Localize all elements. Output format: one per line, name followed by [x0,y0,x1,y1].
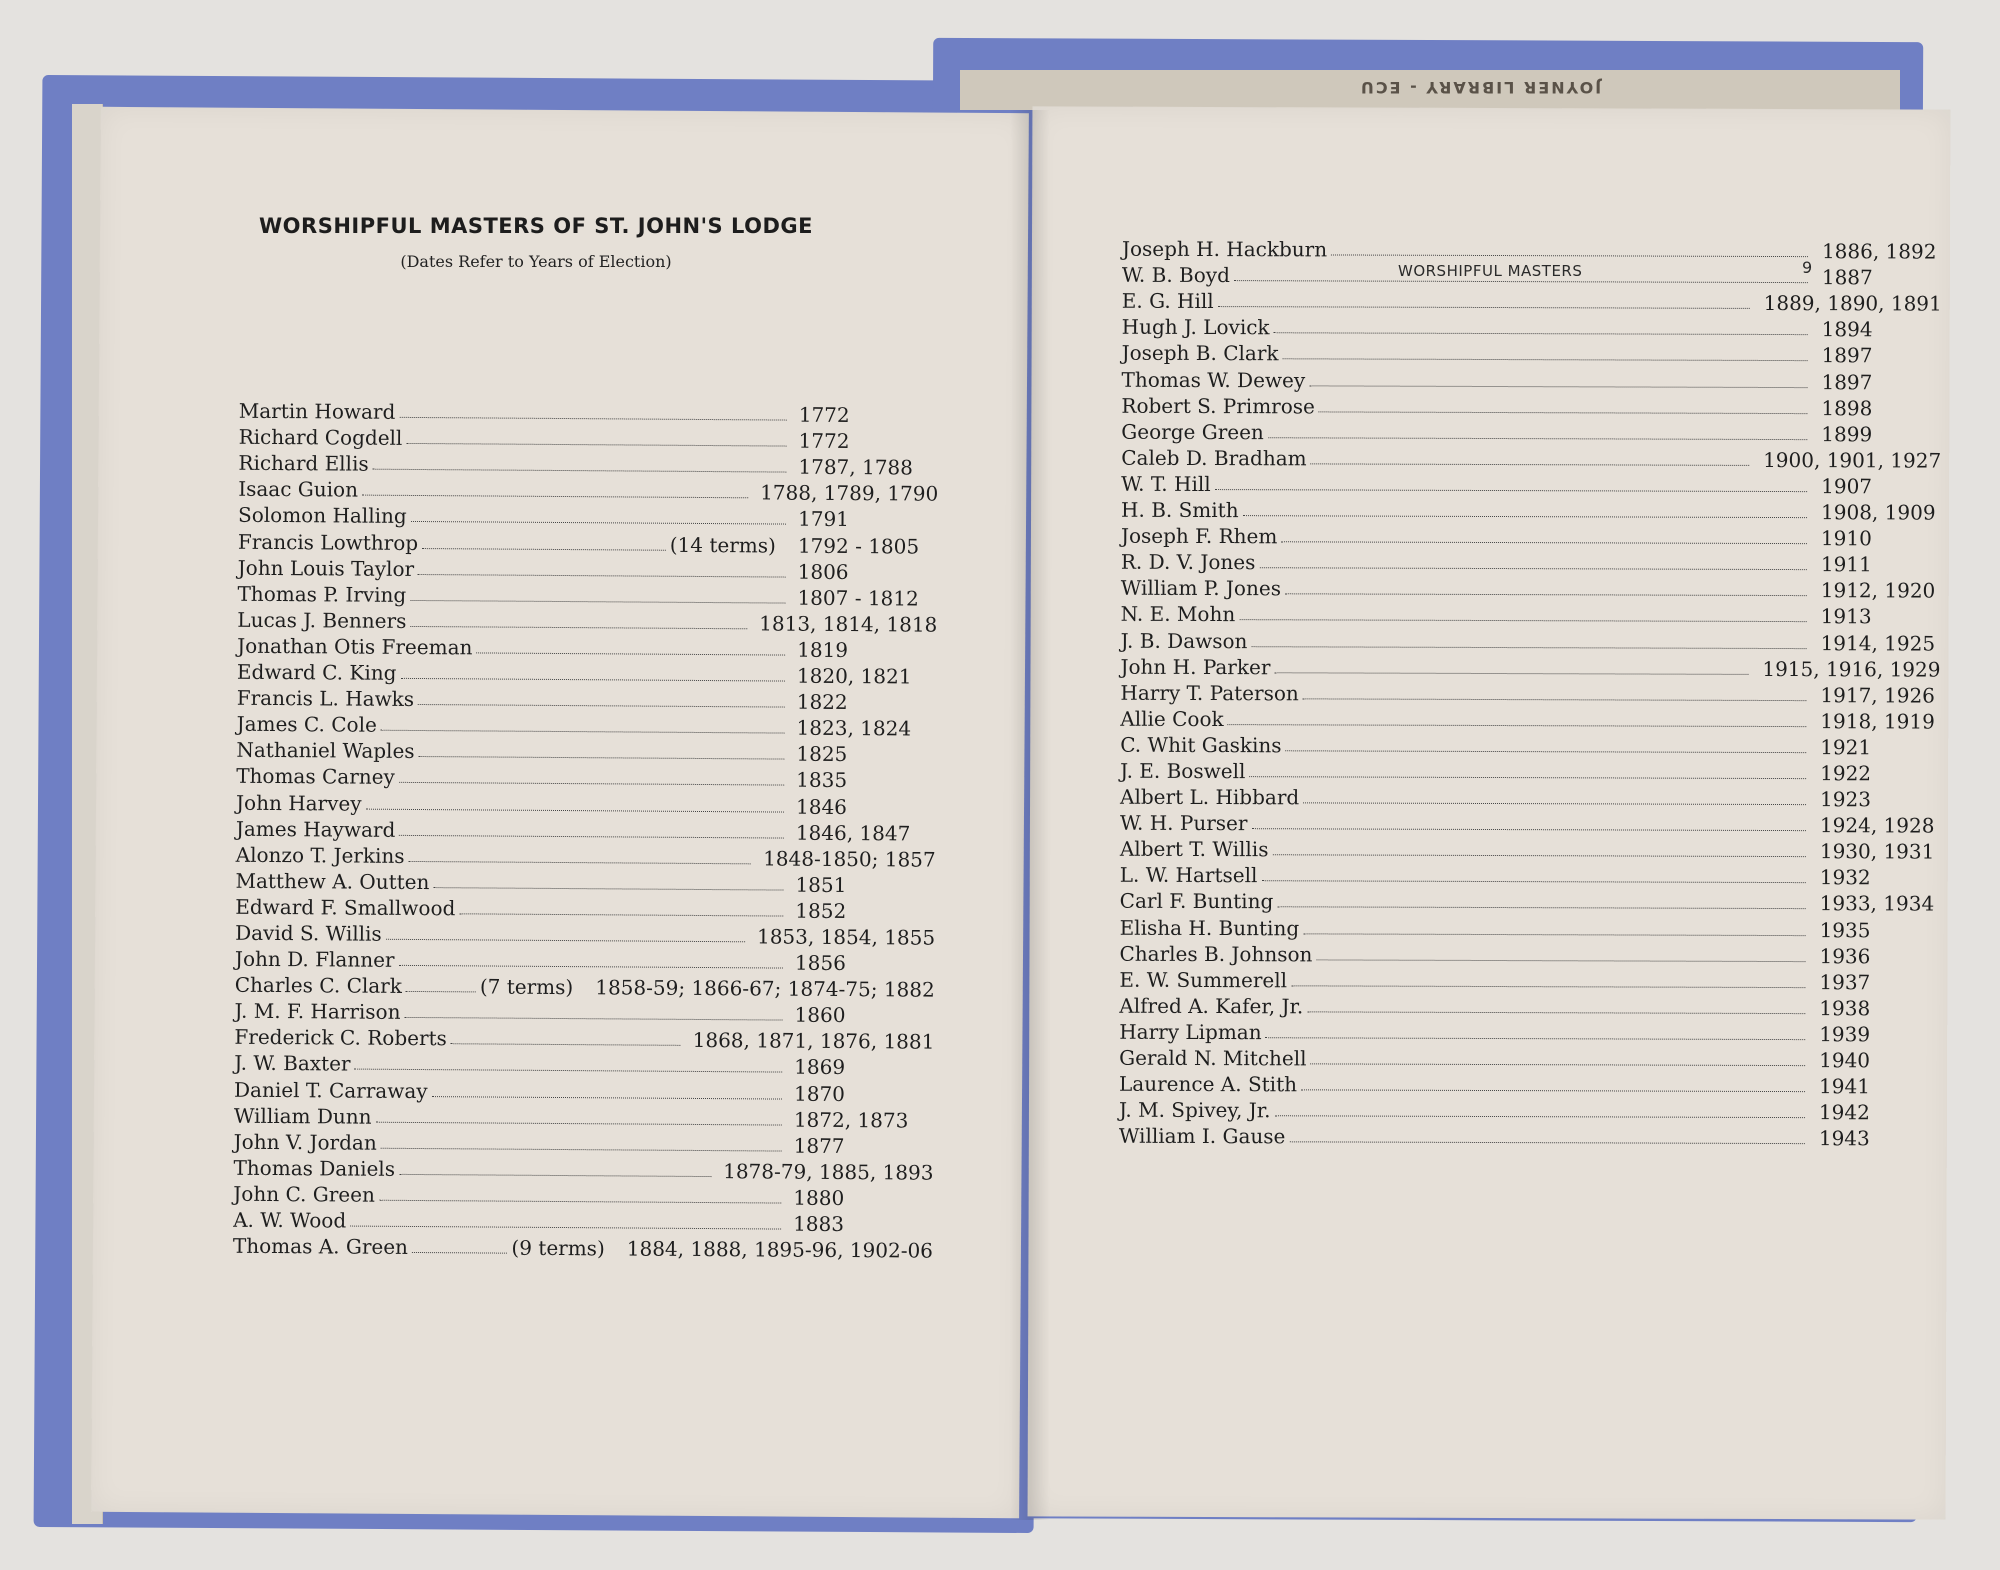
leader-dots [1303,802,1806,805]
list-item [1120,833,1940,862]
master-name: Richard Ellis [238,451,369,476]
leader-dots [418,574,786,578]
leader-dots [451,1044,681,1047]
election-years: 1820, 1821 [796,663,912,689]
leader-dots [400,678,784,682]
leader-dots [1249,776,1806,779]
election-years: 1921 [1820,735,1872,760]
list-item [1121,468,1941,497]
election-years: 1856 [794,950,846,976]
election-years: 1922 [1820,761,1872,786]
master-name: Frederick C. Roberts [234,1025,447,1051]
leader-dots [1274,1115,1804,1118]
master-name: Joseph F. Rhem [1120,523,1278,549]
master-name: Alonzo T. Jerkins [235,842,405,868]
master-name: Albert L. Hibbard [1120,784,1300,810]
master-name: Edward C. King [236,659,397,685]
master-name: Matthew A. Outten [235,868,430,894]
leader-dots [410,626,747,629]
election-years: 1936 [1819,943,1871,968]
master-name: Thomas Daniels [233,1155,396,1181]
leader-dots [366,808,784,812]
master-name: Laurence A. Stith [1119,1071,1298,1097]
leader-dots [1303,698,1807,701]
master-name: Robert S. Primrose [1121,393,1315,419]
list-item [1122,311,1942,340]
election-years: 1943 [1818,1126,1870,1151]
leader-dots [411,521,786,525]
master-name: W. T. Hill [1121,471,1211,496]
master-name: James Hayward [235,816,396,842]
leader-dots [379,1200,781,1204]
master-name: E. W. Summerell [1119,967,1288,993]
master-name: Harry Lipman [1119,1019,1262,1045]
leader-dots [1228,724,1807,727]
master-name: A. W. Wood [233,1207,347,1233]
leader-dots [1215,489,1807,492]
list-item [1121,389,1941,418]
list-item [1121,363,1941,392]
master-name: Thomas Carney [236,764,395,790]
leader-dots [433,887,783,890]
election-years: 1924, 1928 [1819,813,1935,838]
leader-dots [399,834,784,838]
master-name: William P. Jones [1120,576,1282,601]
master-name: Jonathan Otis Freeman [237,633,473,660]
master-name: Albert T. Willis [1119,836,1269,862]
list-item [1120,781,1940,810]
leader-dots [350,1226,781,1230]
leader-dots [410,600,785,604]
election-years: 1923 [1820,787,1871,812]
list-item [1121,572,1941,601]
leader-dots [1316,959,1805,962]
leader-dots [459,913,783,916]
election-years: 1787, 1788 [798,454,914,480]
list-item [1121,415,1941,447]
master-name: John Harvey [235,790,362,816]
election-years: 1887 [1821,265,1873,290]
election-years: 1884, 1888, 1895-96, 1902-06 [626,1236,934,1263]
leader-dots [1307,1011,1805,1014]
election-years: 1911 [1820,552,1872,577]
election-years: 1846 [795,794,848,819]
list-item [1119,1016,1939,1045]
leader-dots [386,939,745,943]
election-years: 1772 [798,428,850,454]
master-name: Joseph H. Hackburn [1121,236,1328,262]
election-years: 1835 [796,768,848,793]
election-years: 1823, 1824 [796,715,912,741]
leader-dots [1274,672,1748,675]
leader-dots [1331,255,1808,258]
master-name: J. M. Spivey, Jr. [1118,1097,1271,1123]
list-item [1119,1094,1939,1123]
election-years: 1935 [1819,917,1871,942]
leader-dots [1218,306,1750,309]
leader-dots [1277,907,1805,910]
election-years: 1878-79, 1885, 1893 [723,1158,934,1185]
master-name: Joseph B. Clark [1121,341,1279,366]
master-name: John C. Green [233,1181,375,1207]
list-item [233,1230,933,1261]
election-years: 1898 [1821,395,1873,420]
leader-dots [1291,985,1805,988]
election-years: 1940 [1819,1048,1871,1073]
leader-dots [1272,854,1805,857]
leader-dots [404,1017,782,1021]
leader-dots [418,704,785,708]
leader-dots [376,1121,782,1125]
election-years: 1897 [1821,343,1873,368]
election-years: 1846, 1847 [795,820,911,846]
master-name: Francis Lowthrop [237,529,419,555]
leader-dots [354,1069,782,1073]
election-years: 1883 [793,1211,845,1236]
election-years: 1930, 1931 [1819,839,1935,864]
leader-dots [1243,515,1807,518]
leader-dots [362,495,748,499]
election-years: 1918, 1919 [1820,708,1935,734]
election-years: 1853, 1854, 1855 [756,924,936,950]
election-years: 1908, 1909 [1821,500,1936,525]
list-item [1120,859,1940,888]
master-name: W. H. Purser [1119,810,1248,836]
leader-dots [399,965,783,969]
leader-dots [1281,541,1807,544]
master-name: James C. Cole [236,711,377,737]
list-item [1119,989,1939,1021]
list-item [1120,728,1940,760]
list-item [1122,337,1942,366]
master-name: Richard Cogdell [238,424,403,451]
leader-dots [399,417,786,421]
election-years: 1868, 1871, 1876, 1881 [692,1028,935,1054]
leader-dots [1266,1037,1806,1040]
leader-dots [1319,411,1808,414]
master-name: Solomon Halling [237,503,407,529]
leader-dots [406,991,476,992]
leader-dots [412,1252,507,1254]
master-name: J. B. Dawson [1120,628,1248,653]
election-years: 1889, 1890, 1891 [1763,291,1942,316]
leader-dots [399,782,784,786]
master-name: Francis L. Hawks [236,685,415,712]
master-name: John Louis Taylor [237,555,415,581]
page-subtitle: (Dates Refer to Years of Election) [400,252,672,271]
master-name: Charles B. Johnson [1119,941,1313,967]
master-name: John V. Jordan [233,1129,377,1155]
master-name: Caleb D. Bradham [1121,445,1307,471]
election-years: 1806 [797,559,849,584]
left-masters-list [233,395,939,1261]
list-item [1121,546,1941,575]
leader-dots [409,861,752,864]
election-years: 1907 [1821,474,1873,499]
leader-dots [1309,385,1807,388]
master-name: Alfred A. Kafer, Jr. [1119,993,1304,1019]
election-years: 1900, 1901, 1927 [1763,447,1942,473]
list-item [1120,624,1941,656]
leader-dots [1234,280,1808,283]
list-item [1119,963,1939,995]
election-years: 1872, 1873 [793,1107,909,1133]
master-name: Edward F. Smallwood [235,894,456,921]
leader-dots [399,1174,711,1177]
leader-dots [1268,437,1808,440]
book-gutter [1010,110,1050,1520]
election-years: 1852 [795,898,847,923]
leader-dots [1251,828,1806,831]
election-years: 1917, 1926 [1820,682,1935,708]
master-name: William Dunn [233,1103,372,1129]
list-item [1119,1042,1939,1071]
leader-dots [1261,881,1805,884]
leader-dots [381,730,785,734]
list-item [1121,441,1942,473]
election-years: 1941 [1819,1074,1870,1099]
master-name: William I. Gause [1118,1123,1286,1149]
master-name: J. M. F. Harrison [234,998,401,1025]
election-years: 1877 [793,1133,845,1158]
election-years: 1894 [1821,317,1873,342]
list-item [1120,702,1940,734]
election-years: 1886, 1892 [1821,239,1937,264]
list-item [1120,650,1941,682]
list-item [1120,885,1940,914]
election-years: 1897 [1821,369,1873,394]
election-years: 1825 [796,741,848,767]
leader-dots [1311,463,1749,466]
master-name: John H. Parker [1120,654,1271,679]
master-name: David S. Willis [235,920,382,946]
leader-dots [422,548,666,551]
master-name: Hugh J. Lovick [1121,315,1270,340]
leader-dots [1283,359,1808,362]
page-title: WORSHIPFUL MASTERS OF ST. JOHN'S LODGE [259,214,813,238]
master-name: George Green [1121,419,1264,444]
election-years: 1860 [794,1002,846,1028]
left-page [91,107,1029,1518]
term-count-note: (7 terms) [479,974,574,1000]
master-name: Allie Cook [1120,706,1224,731]
leader-dots [1303,933,1805,936]
right-masters-list [1119,233,1942,1149]
leader-dots [373,469,787,473]
list-item [1119,1068,1939,1097]
election-years: 1807 - 1812 [797,585,919,611]
election-years: 1822 [796,689,848,715]
list-item [1121,494,1941,523]
master-name: Martin Howard [238,398,396,424]
master-name: John D. Flanner [234,946,395,972]
election-years: 1914, 1925 [1820,630,1936,656]
election-years: 1937 [1819,969,1871,995]
election-years: 1913 [1820,604,1872,629]
list-item [1122,285,1942,314]
master-name: Thomas P. Irving [237,581,407,607]
master-name: W. B. Boyd [1121,262,1230,288]
election-years: 1792 - 1805 [797,533,920,559]
election-years: 1942 [1818,1100,1870,1125]
election-years: 1772 [798,402,850,428]
leader-dots [1259,567,1806,570]
master-name: C. Whit Gaskins [1120,732,1282,758]
election-years: 1880 [793,1185,845,1210]
leader-dots [432,1096,782,1099]
master-name: R. D. V. Jones [1120,549,1256,575]
master-name: J. W. Baxter [234,1051,351,1076]
election-years: 1870 [793,1081,846,1106]
election-years: 1788, 1789, 1790 [760,480,939,507]
list-item [1120,911,1940,940]
master-name: Thomas W. Dewey [1121,367,1306,392]
master-name: Carl F. Bunting [1119,889,1274,914]
election-years: 1848-1850; 1857 [763,846,936,872]
master-name: Harry T. Paterson [1120,680,1299,706]
master-name: E. G. Hill [1121,288,1214,314]
list-item [1122,233,1942,262]
election-years: 1932 [1819,865,1871,890]
election-years: 1910 [1820,526,1872,551]
master-name: Lucas J. Benners [237,607,407,633]
master-name: N. E. Mohn [1120,602,1236,627]
master-name: Thomas A. Green [232,1233,409,1260]
master-name: H. B. Smith [1121,497,1239,523]
leader-dots [1286,750,1807,753]
leader-dots [476,652,785,655]
right-page [1028,106,1951,1519]
election-years: 1858-59; 1866-67; 1874-75; 1882 [595,975,935,1002]
election-years: 1939 [1819,1022,1871,1047]
master-name: Gerald N. Mitchell [1119,1045,1307,1071]
election-years: 1791 [797,507,850,532]
list-item [1121,598,1941,627]
list-item [1120,676,1940,708]
master-name: Elisha H. Bunting [1119,915,1300,940]
election-years: 1819 [797,637,849,662]
master-name: Nathaniel Waples [236,738,415,764]
term-count-note: (9 terms) [511,1235,605,1261]
list-item [1119,1120,1939,1149]
page-number: 9 [1802,258,1813,277]
election-years: 1915, 1916, 1929 [1762,656,1941,682]
master-name: Charles C. Clark [234,972,403,999]
election-years: 1912, 1920 [1820,578,1936,603]
election-years: 1933, 1934 [1819,891,1935,916]
master-name: J. E. Boswell [1120,758,1246,784]
leader-dots [1251,646,1806,649]
running-head: WORSHIPFUL MASTERS [1398,262,1583,280]
election-years: 1869 [794,1055,846,1080]
library-edge-stamp: JOYNER LIBRARY - ECU [1358,78,1602,97]
leader-dots [1239,620,1806,623]
leader-dots [406,443,786,447]
leader-dots [381,1147,782,1151]
leader-dots [1285,594,1807,597]
leader-dots [1301,1089,1805,1092]
list-item [1121,520,1941,549]
master-name: Daniel T. Carraway [233,1077,428,1103]
leader-dots [419,756,785,760]
list-item [1119,937,1939,966]
election-years: 1938 [1819,995,1871,1021]
leader-dots [1289,1142,1804,1145]
master-name: L. W. Hartsell [1119,863,1258,888]
master-name: Isaac Guion [238,477,359,502]
leader-dots [1274,333,1808,336]
list-item [1120,755,1940,784]
leader-dots [1311,1063,1806,1066]
term-count-note: (14 terms) [669,532,776,558]
election-years: 1899 [1821,421,1873,447]
election-years: 1813, 1814, 1818 [759,611,938,637]
election-years: 1851 [795,872,847,897]
list-item [1120,807,1940,836]
